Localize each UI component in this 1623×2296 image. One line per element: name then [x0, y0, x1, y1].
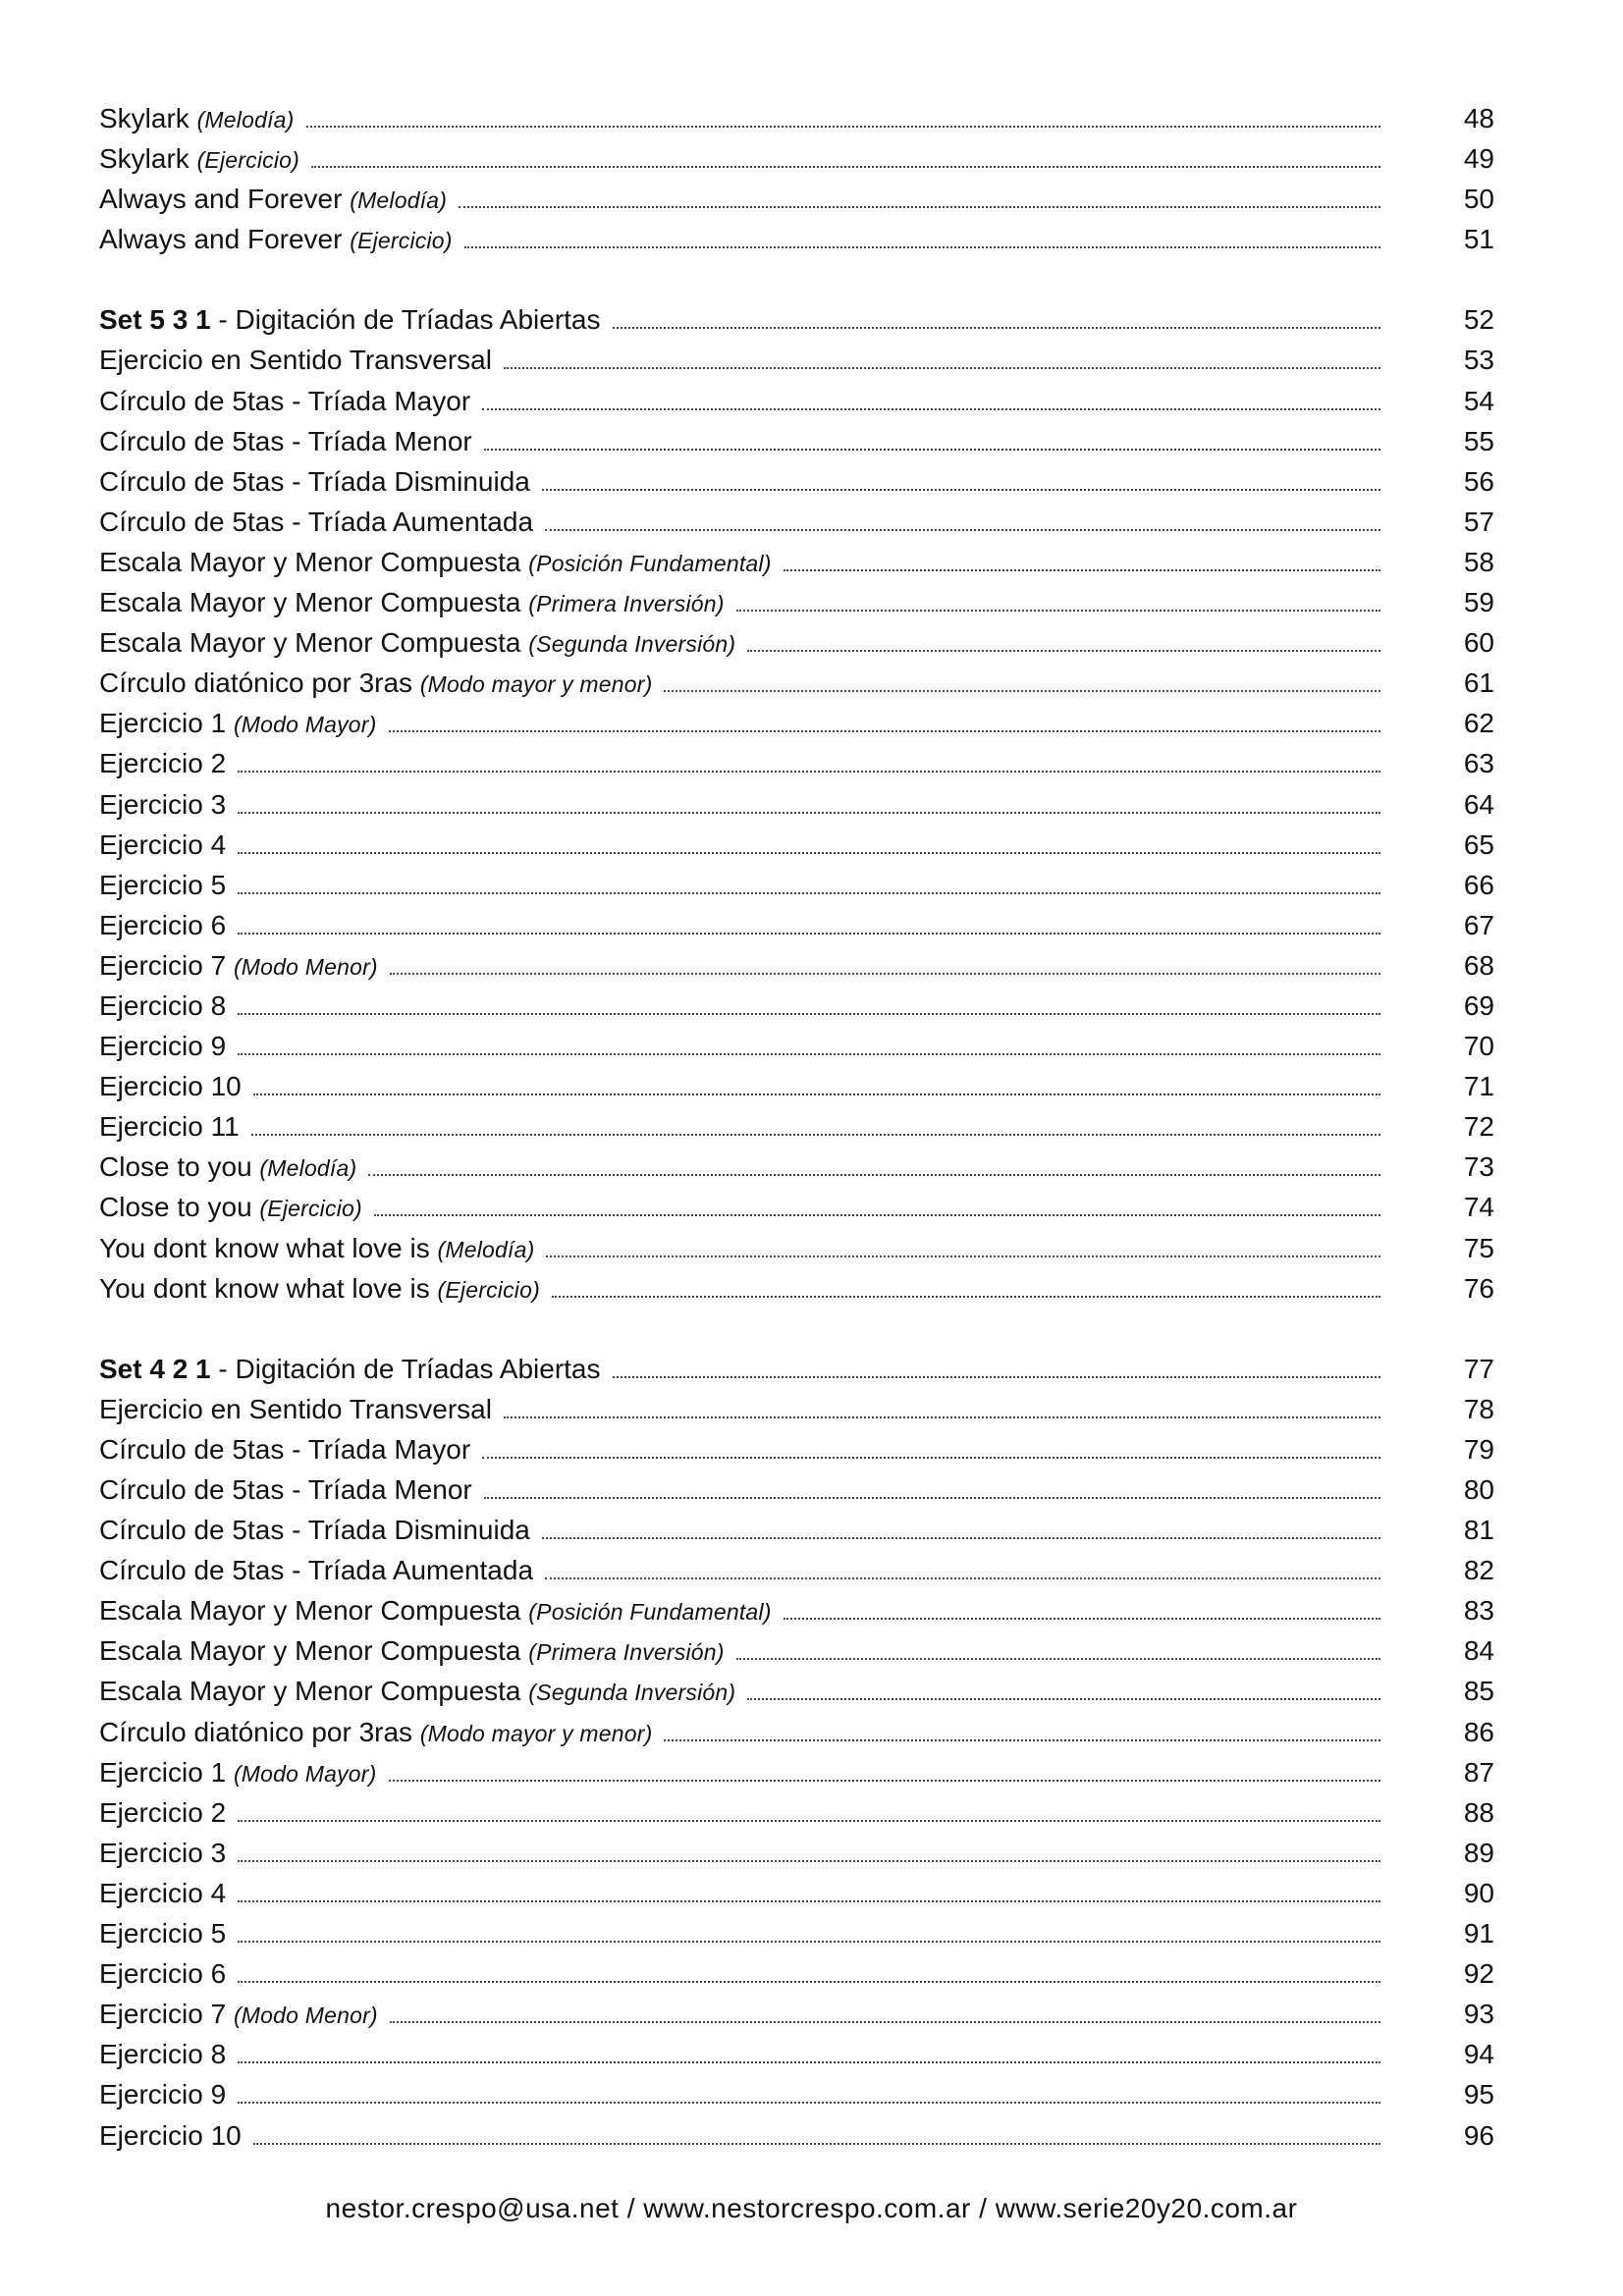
- leader-dots: [484, 1497, 1380, 1499]
- leader-dots: [238, 771, 1380, 773]
- toc-entry-title: [99, 1469, 472, 1510]
- entry-title-text: Círculo de 5tas - Tríada Disminuida: [99, 1515, 530, 1546]
- toc-entry-title: [99, 1187, 362, 1229]
- toc-entry-title: [99, 542, 772, 584]
- entry-title-text: Círculo de 5tas - Tríada Mayor: [99, 385, 471, 416]
- page-number: 52: [1463, 304, 1494, 336]
- toc-entry-title: [99, 1953, 226, 1994]
- toc-entry-title: [99, 1268, 540, 1310]
- entry-note: (Ejercicio): [259, 1196, 362, 1222]
- toc-entry-title: [99, 784, 226, 825]
- entry-title-text: - Digitación de Tríadas Abiertas: [210, 304, 601, 336]
- toc-entry: [99, 1510, 1494, 1550]
- toc-entry: [99, 1469, 1494, 1510]
- toc-entry-title: [99, 622, 735, 665]
- entry-title-text: Ejercicio 5: [99, 1918, 227, 1949]
- leader-dots: [306, 126, 1380, 128]
- entry-note: (Modo Menor): [233, 953, 378, 980]
- toc-entry: [99, 743, 1494, 783]
- toc-entry: [99, 1671, 1494, 1711]
- toc-entry-title: [99, 1429, 470, 1469]
- entry-title-text: Ejercicio 1: [99, 1756, 227, 1788]
- entry-note: (Ejercicio): [350, 228, 453, 254]
- entry-note: (Modo Menor): [233, 2002, 378, 2029]
- entry-title-text: Ejercicio 11: [99, 1111, 240, 1143]
- toc-entry: [99, 299, 1494, 340]
- entry-title-text: - Digitación de Tríadas Abiertas: [210, 1353, 601, 1384]
- entry-note: (Primera Inversión): [528, 591, 725, 617]
- entry-title-text: Ejercicio en Sentido Transversal: [99, 345, 492, 376]
- entry-title-text: Ejercicio 8: [99, 989, 227, 1021]
- page-number: 83: [1463, 1595, 1494, 1627]
- entry-title-text: Close to you: [99, 1151, 252, 1183]
- leader-dots: [238, 933, 1380, 934]
- leader-dots: [484, 449, 1380, 451]
- entry-note: (Posición Fundamental): [528, 550, 772, 576]
- toc-entry: [99, 622, 1494, 663]
- entry-title-text: Escala Mayor y Menor Compuesta: [99, 546, 521, 577]
- page-number: 79: [1463, 1433, 1494, 1465]
- entry-title-text: Ejercicio 6: [99, 1958, 227, 1990]
- toc-entry: [99, 865, 1494, 905]
- toc-entry: [99, 2034, 1494, 2074]
- leader-dots: [238, 1941, 1380, 1943]
- page-number: 51: [1463, 224, 1494, 255]
- page-number: 61: [1463, 667, 1494, 699]
- entry-note: (Primera Inversión): [528, 1639, 725, 1666]
- toc-entry-title: [99, 1590, 772, 1632]
- page-number: 92: [1463, 1958, 1494, 1990]
- leader-dots: [784, 569, 1380, 571]
- page-number: 90: [1463, 1877, 1494, 1908]
- toc-entry: [99, 1147, 1494, 1187]
- leader-dots: [545, 529, 1380, 531]
- toc-entry-title: [99, 945, 378, 988]
- toc-entry: [99, 1953, 1494, 1994]
- page-number: 89: [1463, 1837, 1494, 1868]
- toc-entry: [99, 98, 1494, 138]
- footer-contact-line: nestor.crespo@usa.net / www.nestorcrespo.com.ar / www.serie20y20.com.ar: [325, 2193, 1298, 2223]
- leader-dots: [238, 1860, 1380, 1862]
- toc-entry: [99, 2074, 1494, 2114]
- page-number: 96: [1463, 2119, 1494, 2151]
- page-number: 69: [1463, 989, 1494, 1021]
- leader-dots: [504, 367, 1380, 369]
- page-number: 93: [1463, 1999, 1494, 2030]
- toc-entry-title: [99, 825, 226, 865]
- entry-note: (Melodía): [259, 1155, 357, 1182]
- leader-dots: [747, 650, 1380, 652]
- entry-title-text: Ejercicio 4: [99, 1877, 227, 1908]
- leader-dots: [664, 1739, 1380, 1741]
- toc-entry: [99, 1187, 1494, 1227]
- toc-entry-title: [99, 421, 472, 461]
- toc-entry-title: [99, 703, 377, 745]
- entry-title-text: Círculo de 5tas - Tríada Aumentada: [99, 1555, 534, 1586]
- leader-dots: [664, 690, 1380, 692]
- entry-note: (Modo Mayor): [233, 1760, 377, 1787]
- toc-entry-title: [99, 1026, 226, 1066]
- toc-entry: [99, 219, 1494, 259]
- toc-entry: [99, 461, 1494, 502]
- entry-title-text: Ejercicio 3: [99, 1837, 227, 1868]
- toc-entry-title: [99, 179, 447, 221]
- page-number: 57: [1463, 506, 1494, 537]
- leader-dots: [736, 610, 1380, 612]
- toc-entry: [99, 986, 1494, 1026]
- entry-title-text: Círculo de 5tas - Tríada Menor: [99, 425, 472, 456]
- entry-title-text: Ejercicio 6: [99, 909, 227, 940]
- entry-title-text: Círculo diatónico por 3ras: [99, 1716, 413, 1747]
- toc-entry: [99, 1994, 1494, 2034]
- toc-entry: [99, 1429, 1494, 1469]
- entry-title-text: Ejercicio en Sentido Transversal: [99, 1393, 492, 1424]
- page-number: 60: [1463, 627, 1494, 659]
- page-number: 80: [1463, 1474, 1494, 1505]
- leader-dots: [504, 1416, 1380, 1418]
- toc-entry-title: [99, 461, 530, 502]
- leader-dots: [238, 2102, 1380, 2104]
- page-number: 95: [1463, 2079, 1494, 2110]
- entry-title-text: Always and Forever: [99, 184, 343, 215]
- entry-note: (Melodía): [350, 187, 448, 214]
- toc-entry-title: [99, 219, 453, 261]
- toc-entry-title: [99, 905, 226, 945]
- entry-title-text: Escala Mayor y Menor Compuesta: [99, 1635, 521, 1667]
- toc-entry: [99, 1630, 1494, 1671]
- toc-entry: [99, 2115, 1494, 2156]
- page-number: 82: [1463, 1555, 1494, 1586]
- toc-entry: [99, 381, 1494, 421]
- entry-title-text: You dont know what love is: [99, 1232, 430, 1263]
- page-number: 91: [1463, 1918, 1494, 1949]
- toc-entry: [99, 582, 1494, 622]
- page-number: 63: [1463, 748, 1494, 779]
- entry-title-text: Ejercicio 2: [99, 1796, 227, 1828]
- page-number: 58: [1463, 546, 1494, 577]
- toc-entry: [99, 945, 1494, 986]
- page-number: 71: [1463, 1071, 1494, 1102]
- page-number: 62: [1463, 708, 1494, 739]
- leader-dots: [545, 1577, 1380, 1579]
- toc-entry-title: [99, 138, 299, 181]
- entry-note: (Modo mayor y menor): [419, 671, 653, 698]
- leader-dots: [238, 812, 1380, 814]
- leader-dots: [546, 1255, 1380, 1257]
- page-number: 85: [1463, 1676, 1494, 1707]
- toc-entry-title: [99, 502, 533, 542]
- entry-title-text: Skylark: [99, 103, 189, 133]
- entry-title-text: Ejercicio 1: [99, 708, 227, 739]
- leader-dots: [390, 2021, 1380, 2023]
- toc-entry: [99, 1833, 1494, 1873]
- page-number: 56: [1463, 465, 1494, 497]
- leader-dots: [613, 327, 1380, 329]
- toc-entry: [99, 905, 1494, 945]
- leader-dots: [238, 1981, 1380, 1983]
- leader-dots: [390, 973, 1380, 975]
- page-number: 72: [1463, 1111, 1494, 1143]
- leader-dots: [389, 730, 1380, 732]
- page-number: 88: [1463, 1796, 1494, 1828]
- toc-entry-title: [99, 1550, 533, 1590]
- toc-entry-title: [99, 2074, 226, 2114]
- page-number: 65: [1463, 828, 1494, 860]
- page-number: 81: [1463, 1515, 1494, 1546]
- toc-entry-title: [99, 1349, 601, 1389]
- toc-entry-title: [99, 1510, 530, 1550]
- leader-dots: [736, 1658, 1380, 1660]
- entry-title-text: Círculo de 5tas - Tríada Mayor: [99, 1433, 471, 1465]
- toc-entry-title: [99, 1389, 492, 1429]
- page-number: 50: [1463, 184, 1494, 215]
- leader-dots: [238, 2061, 1380, 2063]
- page-number: 66: [1463, 869, 1494, 900]
- toc-entry: [99, 1389, 1494, 1429]
- toc-entry-title: [99, 743, 226, 783]
- toc-entry-title: [99, 1913, 226, 1953]
- page-number: 77: [1463, 1353, 1494, 1384]
- toc-entry: [99, 703, 1494, 743]
- leader-dots: [253, 2143, 1380, 2145]
- entry-note: (Posición Fundamental): [528, 1599, 772, 1626]
- entry-title-text: Círculo diatónico por 3ras: [99, 667, 413, 699]
- toc-entry-title: [99, 98, 295, 140]
- toc-entry-title: [99, 1147, 356, 1189]
- leader-dots: [784, 1618, 1380, 1620]
- page-number: 49: [1463, 143, 1494, 175]
- toc-entry: [99, 542, 1494, 582]
- entry-title-text: Círculo de 5tas - Tríada Disminuida: [99, 465, 530, 497]
- entry-title-text: Skylark: [99, 143, 189, 175]
- page-number: 73: [1463, 1151, 1494, 1183]
- table-of-contents: [99, 98, 1494, 2156]
- toc-entry: [99, 502, 1494, 542]
- entry-title-text: Ejercicio 2: [99, 748, 227, 779]
- entry-note: (Melodía): [437, 1236, 535, 1262]
- leader-dots: [389, 1780, 1380, 1782]
- leader-dots: [238, 1013, 1380, 1015]
- leader-dots: [542, 489, 1380, 491]
- entry-title-text: Ejercicio 3: [99, 788, 227, 820]
- toc-entry-title: [99, 1994, 378, 2036]
- toc-entry-title: [99, 663, 652, 705]
- entry-note: (Modo Mayor): [233, 712, 377, 738]
- entry-note: (Ejercicio): [196, 147, 300, 174]
- toc-entry-title: [99, 1752, 377, 1794]
- page-number: 87: [1463, 1756, 1494, 1788]
- leader-dots: [238, 1900, 1380, 1902]
- entry-note: (Ejercicio): [437, 1276, 540, 1303]
- toc-entry-title: [99, 1228, 534, 1270]
- toc-entry-title: [99, 1106, 240, 1147]
- leader-dots: [238, 1820, 1380, 1822]
- toc-entry-title: [99, 1671, 735, 1713]
- entry-title-text: You dont know what love is: [99, 1272, 430, 1304]
- toc-entry-title: [99, 1630, 725, 1673]
- leader-dots: [747, 1698, 1380, 1700]
- section-set-label: Set 4 2 1: [99, 1353, 211, 1384]
- leader-dots: [542, 1537, 1380, 1539]
- page-number: 55: [1463, 425, 1494, 456]
- page-number: 64: [1463, 788, 1494, 820]
- toc-entry-title: [99, 381, 470, 421]
- entry-title-text: Círculo de 5tas - Tríada Menor: [99, 1474, 472, 1505]
- page-number: 54: [1463, 385, 1494, 416]
- toc-entry: [99, 1228, 1494, 1268]
- leader-dots: [238, 892, 1380, 894]
- toc-entry: [99, 1550, 1494, 1590]
- entry-note: (Melodía): [196, 107, 295, 133]
- toc-entry-title: [99, 1712, 652, 1754]
- toc-entry-title: [99, 986, 226, 1026]
- leader-dots: [368, 1174, 1380, 1176]
- leader-dots: [482, 1457, 1380, 1459]
- toc-entry: [99, 1268, 1494, 1308]
- page-number: 75: [1463, 1232, 1494, 1263]
- entry-title-text: Ejercicio 4: [99, 828, 227, 860]
- page-number: 68: [1463, 949, 1494, 981]
- page-number: 53: [1463, 345, 1494, 376]
- entry-title-text: Ejercicio 9: [99, 2079, 227, 2110]
- toc-entry: [99, 138, 1494, 179]
- toc-entry-title: [99, 299, 601, 340]
- toc-entry: [99, 421, 1494, 461]
- page-number: 59: [1463, 587, 1494, 618]
- entry-title-text: Ejercicio 8: [99, 2039, 227, 2070]
- toc-entry: [99, 1349, 1494, 1389]
- toc-entry-title: [99, 865, 226, 905]
- toc-entry-title: [99, 1066, 242, 1106]
- entry-title-text: Escala Mayor y Menor Compuesta: [99, 1676, 521, 1707]
- toc-entry-title: [99, 340, 492, 380]
- entry-title-text: Ejercicio 10: [99, 2119, 242, 2151]
- toc-entry: [99, 1752, 1494, 1792]
- toc-entry: [99, 1792, 1494, 1833]
- page-number: 48: [1463, 103, 1494, 133]
- toc-entry: [99, 1873, 1494, 1913]
- page-number: 67: [1463, 909, 1494, 940]
- page-number: 86: [1463, 1716, 1494, 1747]
- entry-title-text: Close to you: [99, 1192, 252, 1223]
- entry-title-text: Ejercicio 5: [99, 869, 227, 900]
- toc-entry: [99, 1026, 1494, 1066]
- leader-dots: [253, 1094, 1380, 1095]
- entry-note: (Segunda Inversión): [528, 631, 736, 658]
- toc-entry-title: [99, 2115, 242, 2156]
- page-number: 74: [1463, 1192, 1494, 1223]
- toc-entry-title: [99, 582, 725, 624]
- leader-dots: [482, 408, 1380, 410]
- entry-note: (Segunda Inversión): [528, 1680, 736, 1706]
- leader-dots: [374, 1214, 1380, 1216]
- section-set-label: Set 5 3 1: [99, 304, 211, 336]
- entry-title-text: Escala Mayor y Menor Compuesta: [99, 1595, 521, 1627]
- entry-title-text: Escala Mayor y Menor Compuesta: [99, 587, 521, 618]
- leader-dots: [238, 1053, 1380, 1055]
- toc-entry: [99, 1106, 1494, 1147]
- toc-entry: [99, 179, 1494, 219]
- leader-dots: [464, 246, 1380, 248]
- toc-entry-title: [99, 1873, 226, 1913]
- entry-title-text: Círculo de 5tas - Tríada Aumentada: [99, 506, 534, 537]
- entry-note: (Modo mayor y menor): [419, 1720, 653, 1746]
- toc-entry: [99, 825, 1494, 865]
- toc-entry-title: [99, 1833, 226, 1873]
- toc-entry: [99, 784, 1494, 825]
- leader-dots: [251, 1134, 1380, 1136]
- toc-entry-title: [99, 1792, 226, 1833]
- page-number: 84: [1463, 1635, 1494, 1667]
- toc-entry: [99, 663, 1494, 703]
- entry-title-text: Ejercicio 7: [99, 1999, 227, 2030]
- entry-title-text: Always and Forever: [99, 224, 343, 255]
- page-number: 70: [1463, 1031, 1494, 1062]
- toc-entry: [99, 1913, 1494, 1953]
- leader-dots: [552, 1296, 1380, 1298]
- page-number: 76: [1463, 1272, 1494, 1304]
- entry-title-text: Ejercicio 9: [99, 1031, 227, 1062]
- entry-title-text: Ejercicio 10: [99, 1071, 242, 1102]
- toc-entry: [99, 1712, 1494, 1752]
- entry-title-text: Escala Mayor y Menor Compuesta: [99, 627, 521, 659]
- leader-dots: [613, 1376, 1380, 1378]
- toc-entry: [99, 1066, 1494, 1106]
- page-number: 94: [1463, 2039, 1494, 2070]
- page-number: 78: [1463, 1393, 1494, 1424]
- entry-title-text: Ejercicio 7: [99, 949, 227, 981]
- leader-dots: [459, 206, 1380, 208]
- toc-entry-title: [99, 2034, 226, 2074]
- leader-dots: [238, 852, 1380, 854]
- leader-dots: [311, 166, 1380, 168]
- toc-entry: [99, 340, 1494, 380]
- toc-entry: [99, 1590, 1494, 1630]
